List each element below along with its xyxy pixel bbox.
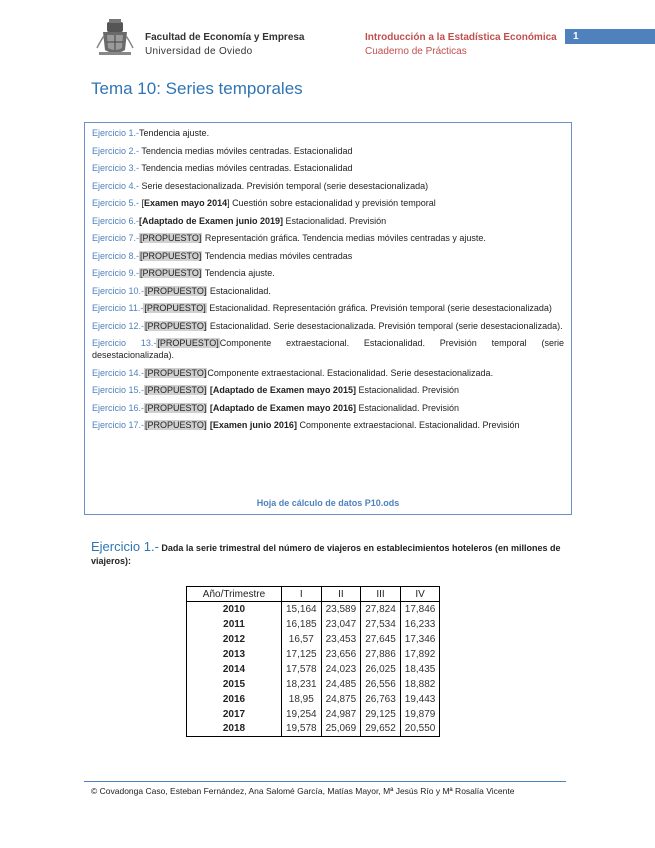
year-cell: 2016 <box>187 692 282 707</box>
exercise-item[interactable] <box>92 419 564 431</box>
exercise-number[interactable]: Ejercicio 9.- <box>92 268 140 278</box>
year-cell: 2014 <box>187 662 282 677</box>
proposed-tag: [PROPUESTO] <box>145 402 207 413</box>
value-cell: 20,550 <box>400 722 440 737</box>
exercise-text: Tendencia medias móviles centradas. Estacionalidad <box>139 163 353 173</box>
value-cell: 26,763 <box>361 692 401 707</box>
exercise-item[interactable] <box>92 285 564 297</box>
proposed-tag: [PROPUESTO] <box>140 268 202 278</box>
table-row <box>187 707 440 722</box>
exercise-number[interactable]: Ejercicio 17.- <box>92 420 145 430</box>
column-header: Año/Trimestre <box>187 587 282 602</box>
exercise-number[interactable]: Ejercicio 16.- <box>92 402 145 413</box>
value-cell: 17,578 <box>282 662 322 677</box>
course-name: Introducción a la Estadística Económica <box>365 32 557 43</box>
year-cell: 2011 <box>187 617 282 632</box>
footer-divider <box>84 781 566 782</box>
value-cell: 19,443 <box>400 692 440 707</box>
exercise-text: Estacionalidad. Previsión <box>355 385 460 395</box>
table-row <box>187 647 440 662</box>
exercise-item[interactable] <box>92 384 564 396</box>
value-cell: 27,824 <box>361 602 401 617</box>
value-cell: 17,846 <box>400 602 440 617</box>
notebook-name: Cuaderno de Prácticas <box>365 46 467 57</box>
page-number-badge: 1 <box>565 29 655 44</box>
exercise-item[interactable] <box>92 197 564 209</box>
exercise-number[interactable]: Ejercicio 7.- <box>92 233 140 243</box>
exercise1-text: Dada la serie trimestral del número de viajeros en establecimientos hoteleros (en millones de viajeros): <box>91 543 561 566</box>
exercise-text: Representación gráfica. Tendencia medias móviles centradas y ajuste. <box>202 233 486 243</box>
value-cell: 24,023 <box>321 662 361 677</box>
exercise-item[interactable] <box>92 162 564 174</box>
proposed-tag: [PROPUESTO] <box>145 385 207 395</box>
value-cell: 16,233 <box>400 617 440 632</box>
exercise-item[interactable] <box>92 215 564 227</box>
exercise-item[interactable] <box>92 367 564 379</box>
exercise-item[interactable] <box>92 145 564 157</box>
table-row <box>187 677 440 692</box>
table-row <box>187 617 440 632</box>
value-cell: 26,025 <box>361 662 401 677</box>
value-cell: 15,164 <box>282 602 322 617</box>
exercise-text: [Adaptado de Examen mayo 2016] <box>209 402 356 413</box>
travelers-table <box>186 586 440 737</box>
exercise-text: Estacionalidad. Previsión <box>283 215 387 226</box>
exercise-text: Tendencia medias móviles centradas <box>202 250 353 261</box>
exercise-number[interactable]: Ejercicio 10.- <box>92 285 145 296</box>
exercise-text: Componente extraestacional. Estacionalidad. Previsión <box>296 420 520 430</box>
proposed-tag: [PROPUESTO] <box>145 420 207 430</box>
value-cell: 23,589 <box>321 602 361 617</box>
header-institution <box>145 31 305 59</box>
exercise-number[interactable]: Ejercicio 15.- <box>92 385 145 395</box>
value-cell: 24,485 <box>321 677 361 692</box>
value-cell: 26,556 <box>361 677 401 692</box>
value-cell: 23,656 <box>321 647 361 662</box>
exercise-text: Tendencia ajuste. <box>139 128 210 138</box>
year-cell: 2010 <box>187 602 282 617</box>
table-row <box>187 722 440 737</box>
university-crest-logo <box>95 18 135 56</box>
value-cell: 23,453 <box>321 632 361 647</box>
exercise-text: [Examen junio 2016] <box>209 420 297 430</box>
value-cell: 17,892 <box>400 647 440 662</box>
value-cell: 19,578 <box>282 722 322 737</box>
proposed-tag: [PROPUESTO] <box>145 285 207 296</box>
exercise-text: Componente extraestacional. Estacionalidad. Serie desestacionalizada. <box>207 367 494 378</box>
university-name: Universidad de Oviedo <box>145 46 253 57</box>
exercise-text: Estacionalidad. Serie desestacionalizada. Previsión temporal (serie desestacionalizada). <box>207 320 563 331</box>
exercise-number[interactable]: Ejercicio 11.- <box>92 303 144 313</box>
exercise-number[interactable]: Ejercicio 13.- <box>92 338 157 348</box>
exercise-number[interactable]: Ejercicio 6.- <box>92 215 140 226</box>
exercise-item[interactable] <box>92 337 564 361</box>
value-cell: 23,047 <box>321 617 361 632</box>
value-cell: 16,185 <box>282 617 322 632</box>
exercise-number[interactable]: Ejercicio 8.- <box>92 250 140 261</box>
value-cell: 27,886 <box>361 647 401 662</box>
faculty-name: Facultad de Economía y Empresa <box>145 32 305 43</box>
exercise-index-box <box>84 122 572 515</box>
year-cell: 2015 <box>187 677 282 692</box>
table-body <box>187 602 440 737</box>
exercise-text: Estacionalidad. Representación gráfica. Previsión temporal (serie desestacionalizada) <box>206 303 552 313</box>
exercise-text: [ <box>139 198 145 208</box>
exercise-text: Componente extraestacional. Estacionalidad. Previsión temporal (serie desestacionalizada). <box>92 338 564 360</box>
column-header: I <box>282 587 322 602</box>
year-cell: 2013 <box>187 647 282 662</box>
table-row <box>187 662 440 677</box>
exercise-item[interactable] <box>92 267 564 279</box>
exercise-item[interactable] <box>92 250 564 262</box>
exercise-item[interactable] <box>92 127 564 139</box>
spreadsheet-link[interactable]: Hoja de cálculo de datos P10.ods <box>256 498 400 508</box>
value-cell: 27,645 <box>361 632 401 647</box>
value-cell: 27,534 <box>361 617 401 632</box>
value-cell: 18,435 <box>400 662 440 677</box>
exercise-number[interactable]: Ejercicio 3.- <box>92 163 140 173</box>
exercise-text: Tendencia ajuste. <box>202 268 275 278</box>
exercise-text: Serie desestacionalizada. Previsión temporal (serie desestacionalizada) <box>139 180 429 191</box>
value-cell: 29,652 <box>361 722 401 737</box>
exercise-item[interactable] <box>92 402 564 414</box>
exercise-text: Estacionalidad. Previsión <box>355 402 460 413</box>
exercise1-label: Ejercicio 1.- <box>91 539 159 554</box>
table-row <box>187 692 440 707</box>
proposed-tag: [PROPUESTO] <box>145 320 207 331</box>
exercise1-statement <box>91 540 571 568</box>
exercise-number[interactable]: Ejercicio 1.- <box>92 128 140 138</box>
value-cell: 17,125 <box>282 647 322 662</box>
exercise-text: Estacionalidad. <box>207 285 271 296</box>
exercise-text: Examen mayo 2014 <box>144 198 228 208</box>
page-title: Tema 10: Series temporales <box>91 79 303 98</box>
year-cell: 2012 <box>187 632 282 647</box>
exercise-item[interactable] <box>92 180 564 192</box>
proposed-tag: [PROPUESTO] <box>157 338 219 348</box>
exercise-text: Tendencia medias móviles centradas. Estacionalidad <box>139 145 353 156</box>
column-header: IV <box>400 587 440 602</box>
value-cell: 16,57 <box>282 632 322 647</box>
year-cell: 2018 <box>187 722 282 737</box>
exercise-number[interactable]: Ejercicio 14.- <box>92 367 145 378</box>
table-row <box>187 632 440 647</box>
exercise-text: ] Cuestión sobre estacionalidad y previsión temporal <box>227 198 436 208</box>
table-row <box>187 602 440 617</box>
exercise-text: [Adaptado de Examen junio 2019] <box>139 215 284 226</box>
value-cell: 19,254 <box>282 707 322 722</box>
exercise-item[interactable] <box>92 320 564 332</box>
value-cell: 18,95 <box>282 692 322 707</box>
exercise-number[interactable]: Ejercicio 12.- <box>92 320 145 331</box>
exercise-text: [Adaptado de Examen mayo 2015] <box>209 385 356 395</box>
exercise-item[interactable] <box>92 232 564 244</box>
value-cell: 18,882 <box>400 677 440 692</box>
value-cell: 25,069 <box>321 722 361 737</box>
value-cell: 29,125 <box>361 707 401 722</box>
column-header: II <box>321 587 361 602</box>
year-cell: 2017 <box>187 707 282 722</box>
value-cell: 19,879 <box>400 707 440 722</box>
proposed-tag: [PROPUESTO] <box>140 250 202 261</box>
proposed-tag: [PROPUESTO] <box>145 367 207 378</box>
value-cell: 24,875 <box>321 692 361 707</box>
value-cell: 18,231 <box>282 677 322 692</box>
column-header: III <box>361 587 401 602</box>
exercise-list <box>92 127 564 431</box>
exercise-number[interactable]: Ejercicio 2.- <box>92 145 140 156</box>
exercise-number[interactable]: Ejercicio 4.- <box>92 180 140 191</box>
exercise-item[interactable] <box>92 302 564 314</box>
value-cell: 24,987 <box>321 707 361 722</box>
proposed-tag: [PROPUESTO] <box>144 303 206 313</box>
header-course <box>365 31 557 59</box>
proposed-tag: [PROPUESTO] <box>140 233 202 243</box>
value-cell: 17,346 <box>400 632 440 647</box>
table-header-row <box>187 587 440 602</box>
footer-credits: © Covadonga Caso, Esteban Fernández, Ana Salomé García, Matías Mayor, Mª Jesús Río y Mª Rosalía Vicente <box>91 786 515 796</box>
exercise-number[interactable]: Ejercicio 5.- <box>92 198 140 208</box>
